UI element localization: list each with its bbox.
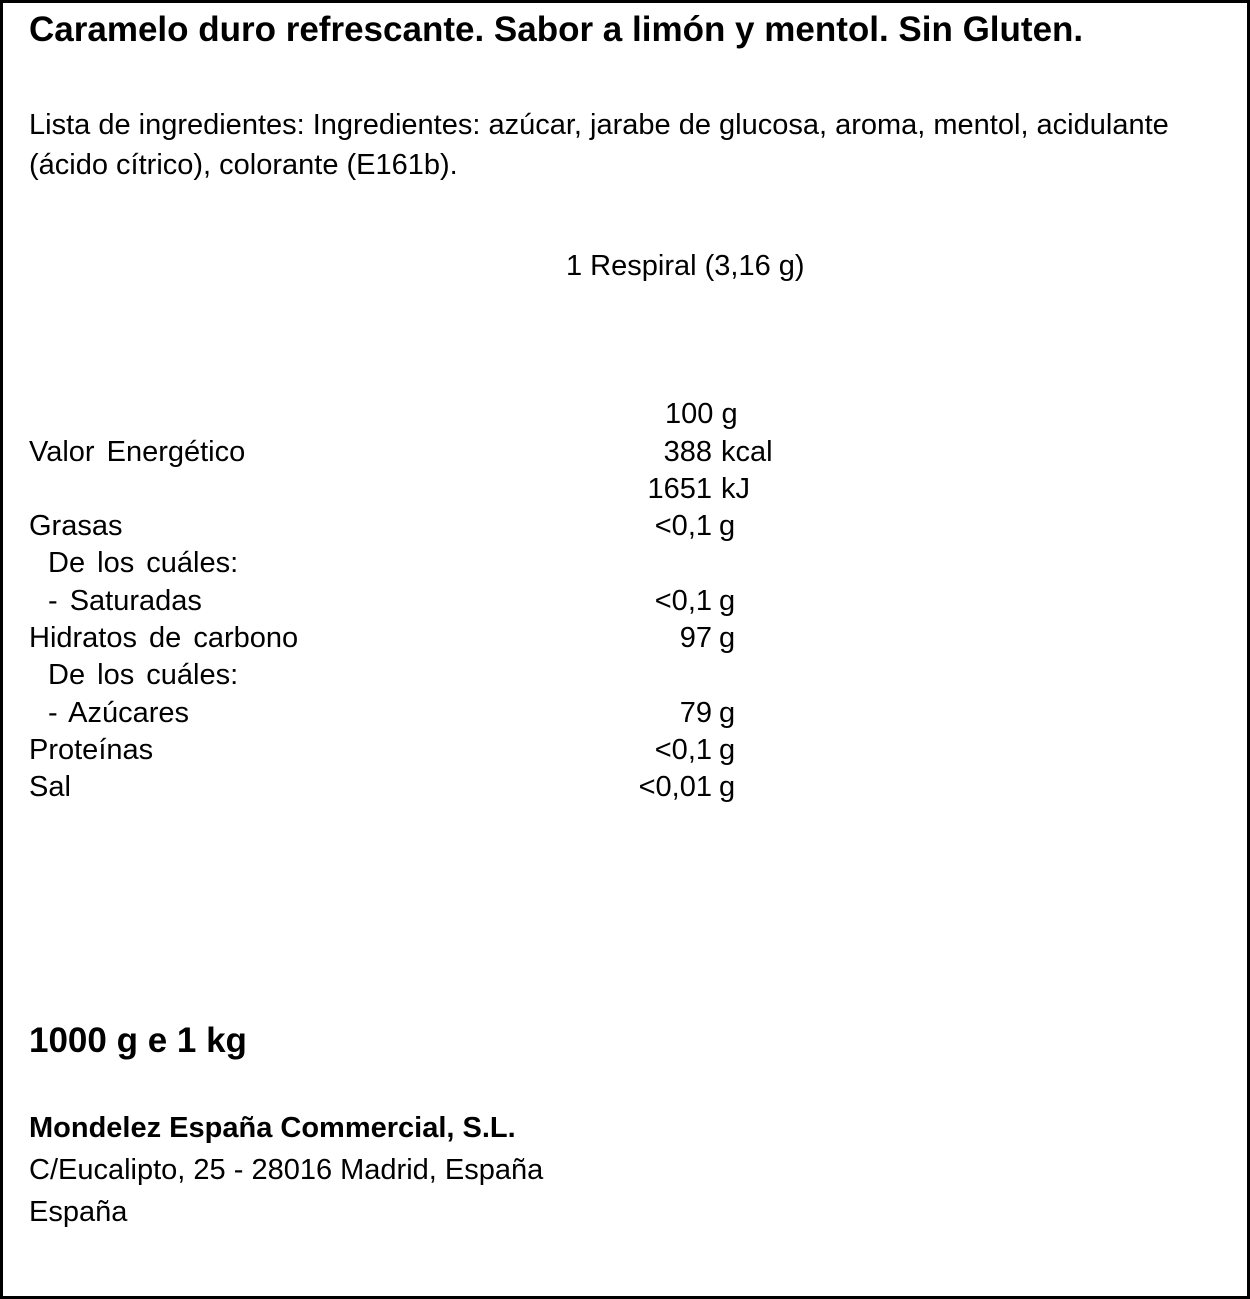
nutrition-value-sugars: 79 [679, 697, 712, 729]
nutrition-label-protein: Proteínas [29, 734, 154, 766]
nutrition-value-protein: <0,1 [654, 734, 712, 766]
manufacturer-address: C/Eucalipto, 25 - 28016 Madrid, España [29, 1154, 544, 1186]
nutrition-unit-sugars: g [719, 697, 736, 729]
nutrition-unit-protein: g [719, 734, 736, 766]
nutrition-value-carbohydrates: 97 [679, 622, 712, 654]
product-title: Caramelo duro refrescante. Sabor a limón y mentol. Sin Gluten. [29, 10, 1084, 49]
nutrition-value-energy-kcal: 388 [663, 436, 712, 468]
nutrition-unit-kcal: kcal [721, 436, 773, 468]
nutrition-label-carbohydrates: Hidratos de carbono [29, 622, 299, 654]
nutrition-label-sugars: - Azúcares [48, 697, 189, 729]
nutrition-unit-saturates: g [719, 585, 736, 617]
nutrition-label-energy: Valor Energético [29, 436, 246, 468]
nutrition-label-of-which-carbs: De los cuáles: [48, 659, 239, 691]
net-weight: 1000 g e 1 kg [29, 1021, 247, 1060]
nutrition-unit-fat: g [719, 510, 736, 542]
manufacturer-country: España [29, 1196, 128, 1228]
nutrition-unit-salt: g [719, 771, 736, 803]
nutrition-label-of-which-fat: De los cuáles: [48, 547, 239, 579]
nutrition-value-saturates: <0,1 [654, 585, 712, 617]
serving-size: 1 Respiral (3,16 g) [566, 250, 805, 282]
nutrition-label-fat: Grasas [29, 510, 123, 542]
nutrition-unit-kj: kJ [721, 473, 750, 505]
manufacturer-name: Mondelez España Commercial, S.L. [29, 1112, 516, 1144]
per-100g-header: 100 g [665, 398, 738, 430]
nutrition-label-salt: Sal [29, 771, 71, 803]
nutrition-unit-carbohydrates: g [719, 622, 736, 654]
nutrition-label-saturates: - Saturadas [48, 585, 202, 617]
nutrition-value-salt: <0,01 [638, 771, 712, 803]
nutrition-value-energy-kj: 1651 [647, 473, 712, 505]
ingredients-list: Lista de ingredientes: Ingredientes: azúcar, jarabe de glucosa, aroma, mentol, acidulante (ácido cítrico), colorante (E161b). [29, 109, 1169, 181]
nutrition-value-fat: <0,1 [654, 510, 712, 542]
